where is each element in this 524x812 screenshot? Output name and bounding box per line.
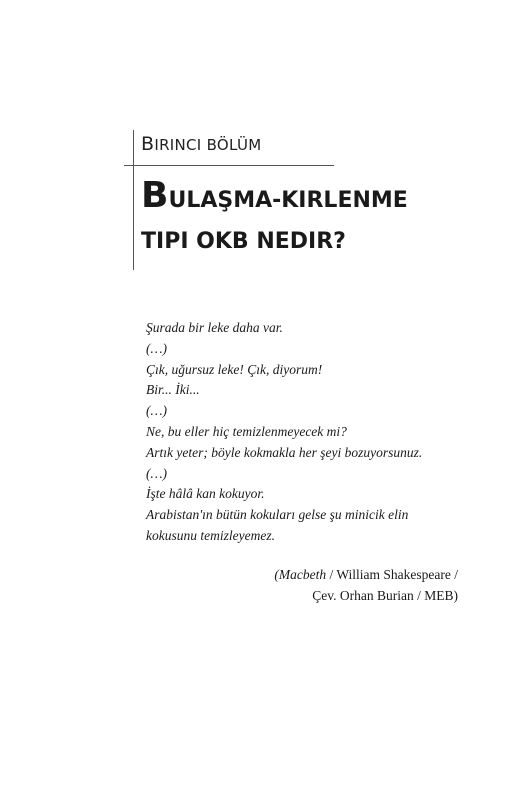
quote-line: Bir... İki... [146, 382, 200, 398]
title-first-letter: B [141, 175, 169, 216]
epigraph-quote [146, 318, 422, 547]
chapter-title [141, 176, 408, 263]
chapter-first-letter: B [141, 133, 155, 155]
title-line-1-rest: ULAŞMA-KIRLENME [168, 188, 408, 213]
horizontal-rule [124, 165, 334, 166]
quote-line: (…) [146, 403, 167, 419]
quote-line: Çık, uğursuz leke! Çık, diyorum! [146, 361, 323, 377]
source-work-title: Macbeth [278, 567, 327, 582]
source-line-2: Çev. Orhan Burian / MEB) [312, 587, 458, 603]
title-line-2-text: TIPI OKB NEDIR? [141, 229, 346, 254]
quote-line: İşte hâlâ kan kokuyor. [146, 486, 265, 502]
chapter-title-line-2 [141, 222, 408, 263]
quote-line: (…) [146, 465, 167, 481]
source-open-paren: ( [274, 567, 279, 582]
chapter-title-line-1 [141, 176, 408, 222]
chapter-label [141, 133, 261, 155]
source-author: / William Shakespeare / [326, 567, 458, 582]
quote-line: Artık yeter; böyle kokmakla her şeyi bozuyorsunuz. [146, 444, 423, 460]
quote-line: Arabistan'ın bütün kokuları gelse şu minicik elin [146, 507, 409, 523]
quote-line: Ne, bu eller hiç temizlenmeyecek mi? [146, 423, 347, 439]
vertical-rule [133, 130, 134, 270]
quote-line: (…) [146, 340, 167, 356]
quote-source [274, 565, 458, 607]
source-line-1 [274, 565, 458, 586]
quote-line: kokusunu temizleyemez. [146, 527, 275, 543]
quote-line: Şurada bir leke daha var. [146, 320, 283, 335]
chapter-label-rest: IRINCI BÖLÜM [154, 136, 262, 154]
